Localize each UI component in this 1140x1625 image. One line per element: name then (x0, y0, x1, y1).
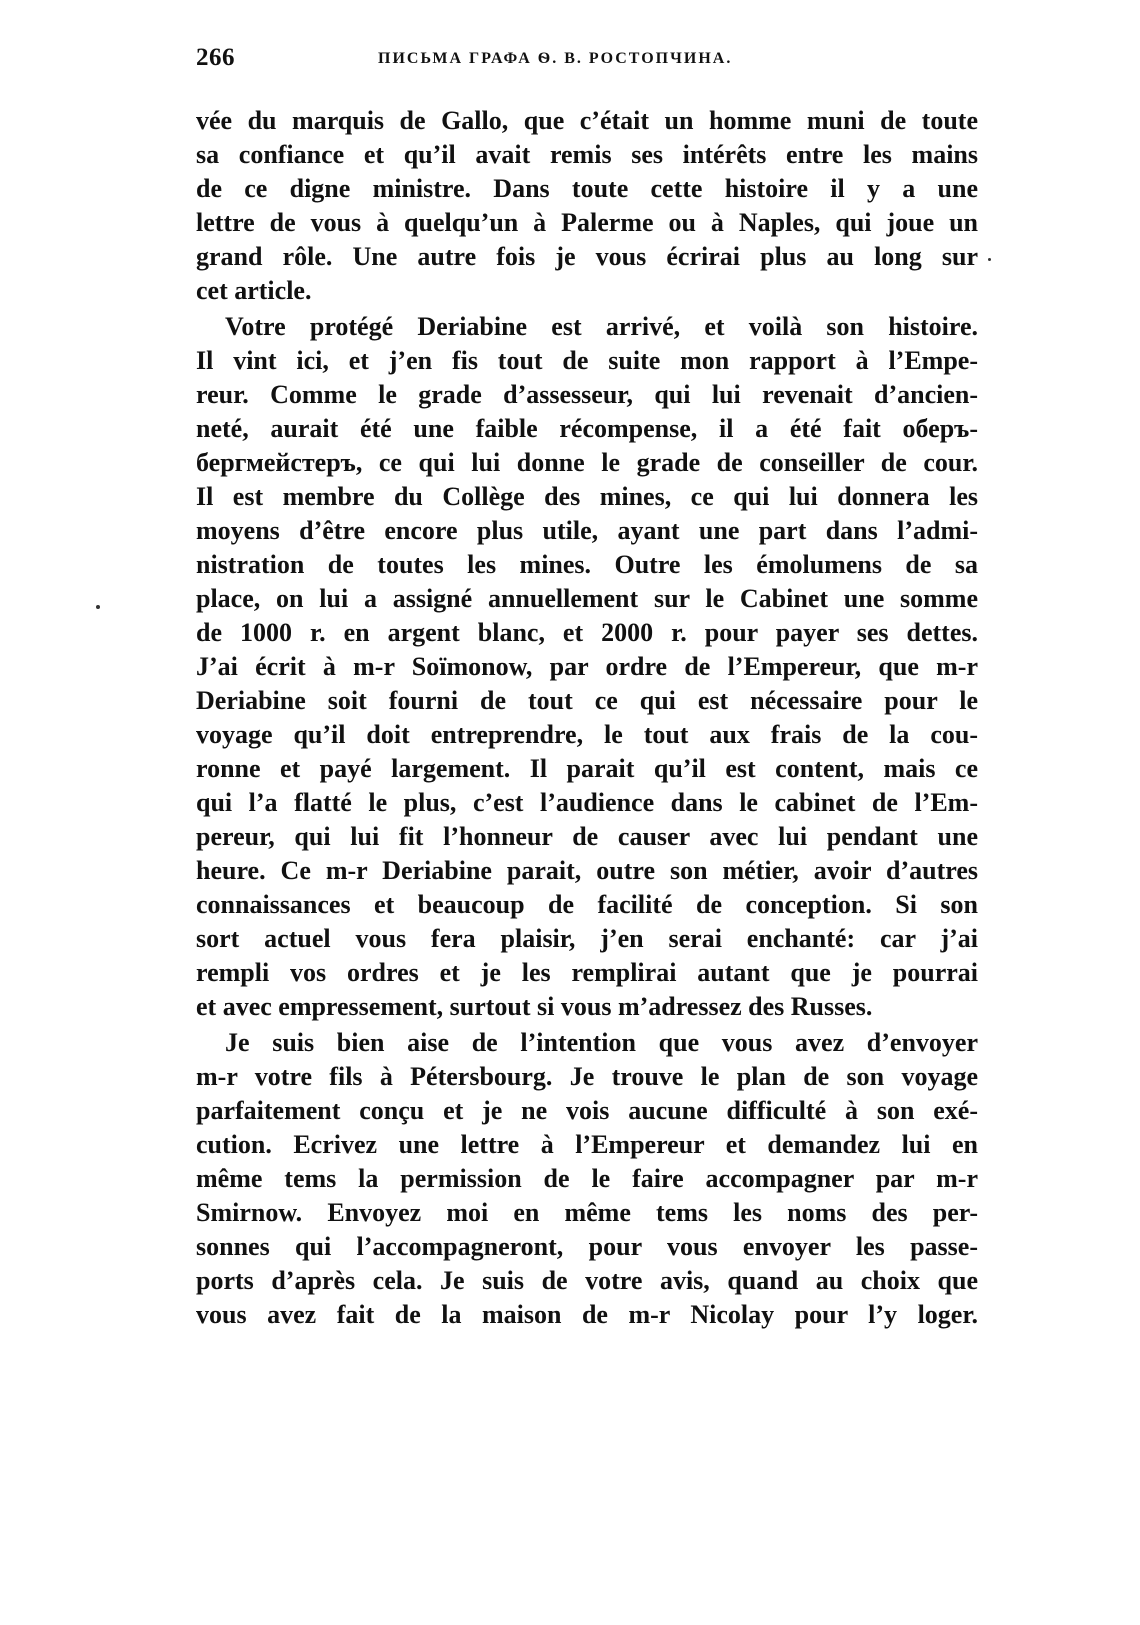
text-line: cution. Ecrivez une lettre à l’Empereur et demandez lui en (196, 1130, 978, 1159)
text-line: grand rôle. Une autre fois je vous écrirai plus au long sur (196, 242, 978, 271)
text-line: vous avez fait de la maison de m-r Nicolay pour l’y loger. (196, 1300, 978, 1329)
page-number: 266 (196, 44, 235, 71)
text-line: Il vint ici, et j’en fis tout de suite mon rapport à l’Empe- (196, 346, 978, 375)
text-line: sort actuel vous fera plaisir, j’en serai enchanté: car j’ai (196, 924, 978, 953)
text-line: sa confiance et qu’il avait remis ses intérêts entre les mains (196, 140, 978, 169)
running-title: ПИСЬМА ГРАФА Ѳ. В. РОСТОПЧИНА. (378, 50, 733, 67)
text-line: place, on lui a assigné annuellement sur le Cabinet une somme (196, 584, 978, 613)
text-line: reur. Comme le grade d’assesseur, qui lui revenait d’ancien- (196, 380, 978, 409)
text-line: Smirnow. Envoyez moi en même tems les noms des per- (196, 1198, 978, 1227)
text-line: connaissances et beaucoup de facilité de conception. Si son (196, 890, 978, 919)
text-line: Votre protégé Deriabine est arrivé, et voilà son histoire. (225, 312, 978, 341)
text-line: même tems la permission de le faire accompagner par m-r (196, 1164, 978, 1193)
letter-text (196, 104, 978, 1332)
text-line: sonnes qui l’accompagneront, pour vous envoyer les passe- (196, 1232, 978, 1261)
text-line: de 1000 r. en argent blanc, et 2000 r. pour payer ses dettes. (196, 618, 978, 647)
text-line: m-r votre fils à Pétersbourg. Je trouve le plan de son voyage (196, 1062, 978, 1091)
ink-speck (988, 258, 991, 261)
text-line: pereur, qui lui fit l’honneur de causer avec lui pendant une (196, 822, 978, 851)
text-line: neté, aurait été une faible récompense, il a été fait оберъ- (196, 414, 978, 443)
text-line: бергмейстеръ, ce qui lui donne le grade de conseiller de cour. (196, 448, 978, 477)
text-line: lettre de vous à quelqu’un à Palerme ou à Naples, qui joue un (196, 208, 978, 237)
text-line: Deriabine soit fourni de tout ce qui est nécessaire pour le (196, 686, 978, 715)
text-line: parfaitement conçu et je ne vois aucune difficulté à son exé- (196, 1096, 978, 1125)
text-line: ports d’après cela. Je suis de votre avis, quand au choix que (196, 1266, 978, 1295)
text-line: cet article. (196, 276, 312, 305)
text-line: moyens d’être encore plus utile, ayant une part dans l’admi- (196, 516, 978, 545)
text-line: voyage qu’il doit entreprendre, le tout aux frais de la cou- (196, 720, 978, 749)
running-head (196, 44, 978, 80)
text-line: Il est membre du Collège des mines, ce qui lui donnera les (196, 482, 978, 511)
text-line: J’ai écrit à m-r Soïmonow, par ordre de l’Empereur, que m-r (196, 652, 978, 681)
text-line: rempli vos ordres et je les remplirai autant que je pourrai (196, 958, 978, 987)
text-line: qui l’a flatté le plus, c’est l’audience dans le cabinet de l’Em- (196, 788, 978, 817)
text-line: nistration de toutes les mines. Outre les émolumens de sa (196, 550, 978, 579)
text-line: ronne et payé largement. Il parait qu’il est content, mais ce (196, 754, 978, 783)
ink-speck (96, 605, 100, 609)
text-line: Je suis bien aise de l’intention que vous avez d’envoyer (225, 1028, 978, 1057)
text-line: vée du marquis de Gallo, que c’était un homme muni de toute (196, 106, 978, 135)
text-line: et avec empressement, surtout si vous m’adressez des Russes. (196, 992, 873, 1021)
text-line: de ce digne ministre. Dans toute cette histoire il y a une (196, 174, 978, 203)
text-line: heure. Ce m-r Deriabine parait, outre son métier, avoir d’autres (196, 856, 978, 885)
